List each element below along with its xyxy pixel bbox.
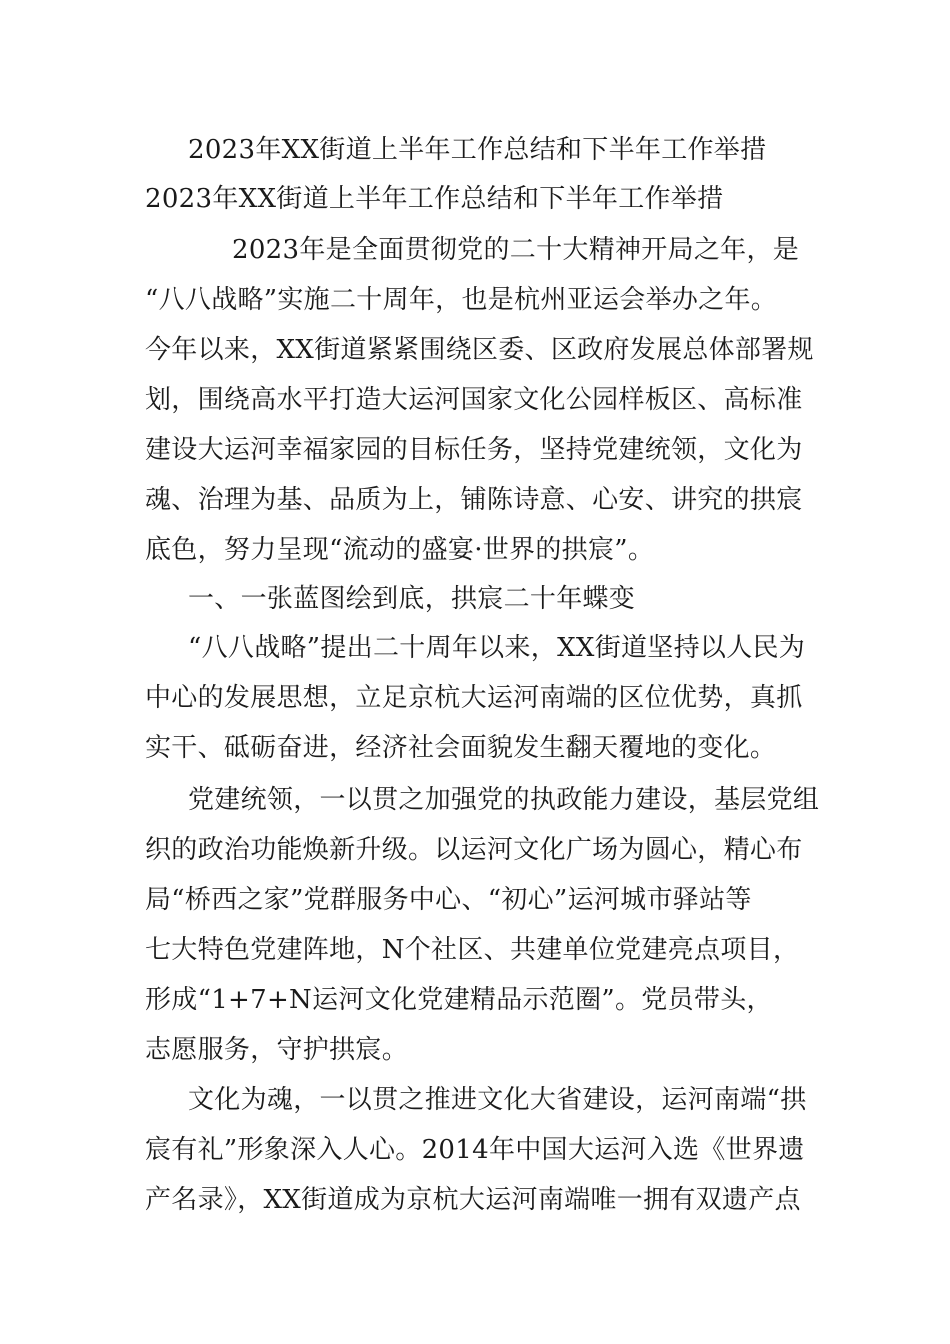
paragraph-line: 实干、砥砺奋进，经济社会面貌发生翻天覆地的变化。 [145, 733, 777, 763]
paragraph-line: “八八战略”实施二十周年，也是杭州亚运会举办之年。 [145, 285, 778, 315]
paragraph-line: 建设大运河幸福家园的目标任务，坚持党建统领，文化为 [145, 435, 803, 465]
paragraph-line: 划，围绕高水平打造大运河国家文化公园样板区、高标准 [145, 385, 803, 415]
paragraph-line: 宸有礼”形象深入人心。2014年中国大运河入选《世界遗 [145, 1135, 805, 1165]
paragraph-line: 文化为魂，一以贯之推进文化大省建设，运河南端“拱 [188, 1085, 807, 1115]
paragraph-line: 形成“1+7+N运河文化党建精品示范圈”。党员带头， [145, 985, 773, 1015]
paragraph-line: 产名录》，XX街道成为京杭大运河南端唯一拥有双遗产点 [145, 1185, 801, 1215]
paragraph-line: 底色，努力呈现“流动的盛宴·世界的拱宸”。 [145, 535, 655, 565]
document-title: 2023年XX街道上半年工作总结和下半年工作举措 [188, 135, 767, 165]
paragraph-line: 志愿服务，守护拱宸。 [145, 1035, 409, 1065]
paragraph-line: 魂、治理为基、品质为上，铺陈诗意、心安、讲究的拱宸 [145, 485, 803, 515]
paragraph-line: 局“桥西之家”党群服务中心、“初心”运河城市驿站等 [145, 885, 752, 915]
document-subtitle: 2023年XX街道上半年工作总结和下半年工作举措 [145, 184, 724, 214]
paragraph-line: 党建统领，一以贯之加强党的执政能力建设，基层党组 [188, 785, 820, 815]
paragraph-line: 七大特色党建阵地，N个社区、共建单位党建亮点项目， [145, 935, 800, 965]
paragraph-line: 今年以来，XX街道紧紧围绕区委、区政府发展总体部署规 [145, 335, 814, 365]
section-heading: 一、一张蓝图绘到底，拱宸二十年蝶变 [188, 584, 636, 614]
paragraph-line: 织的政治功能焕新升级。以运河文化广场为圆心，精心布 [145, 835, 803, 865]
paragraph-line: 中心的发展思想，立足京杭大运河南端的区位优势，真抓 [145, 683, 803, 713]
paragraph-line: “八八战略”提出二十周年以来，XX街道坚持以人民为 [188, 633, 806, 663]
paragraph-line: 2023年是全面贯彻党的二十大精神开局之年，是 [232, 235, 800, 265]
